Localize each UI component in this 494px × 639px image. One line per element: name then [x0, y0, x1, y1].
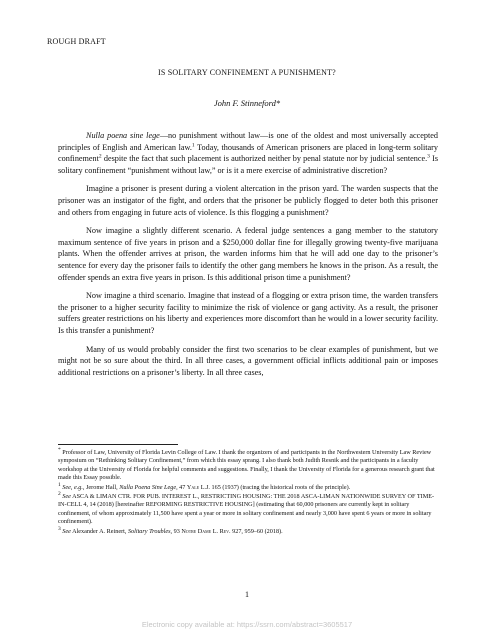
footnote-1 — [58, 481, 438, 492]
footnote-3-text-c: 927, 959–60 (2018). — [230, 527, 283, 535]
footnote-3 — [58, 525, 438, 536]
paragraph-1-text-c: despite the fact that such placement is authorized neither by penal statute nor by judicial sentence. — [101, 154, 428, 164]
footnote-1-title: Nulla Poena Sine Lege — [119, 483, 177, 491]
footnote-1-mark: 1 — [58, 481, 61, 488]
footnote-2 — [58, 490, 438, 527]
footnote-3-text-a: Alexander A. Reinert, — [70, 527, 128, 535]
page-number: 1 — [245, 590, 249, 599]
footnote-ref-3[interactable]: 3 — [427, 153, 430, 160]
author-line — [0, 98, 494, 108]
draft-label: ROUGH DRAFT — [47, 37, 106, 46]
footnote-2-signal: See — [62, 493, 71, 501]
footnote-star-mark: * — [58, 446, 61, 453]
paragraph-3: Now imagine a slightly different scenario. A federal judge sentences a gang member to the statutory maximum sentence of five years in prison and a $250,000 dollar fine for illegally growing twenty-five marijuana plants. When the offender arrives at prison, the warden informs him that he will add one day to the prisoner’s sentence for every day the prisoner fails to identify the other gang members he knows in the prison. As a result, the offender spends an extra five years in prison. Is this additional prison time a punishment? — [58, 226, 438, 282]
ssrn-watermark[interactable]: Electronic copy available at: https://ssrn.com/abstract=3605517 — [141, 620, 353, 629]
paragraph-2: Imagine a prisoner is present during a violent altercation in the prison yard. The warden suspects that the prisoner was an instigator of the fight, and orders that the prisoner be publicly flogged to deter both this prisoner and others from engaging in future acts of violence. Is this flogging a punishment? — [58, 184, 438, 217]
author-name: John F. Stinneford — [213, 98, 276, 108]
footnote-divider — [58, 444, 178, 445]
author-footnote-mark: * — [275, 98, 281, 108]
footnotes — [58, 446, 438, 537]
footnote-star — [58, 446, 438, 483]
footnote-1-text-b: , 47 — [176, 483, 187, 491]
footnote-3-mark: 3 — [58, 525, 61, 532]
footnote-1-text-a: , Jerome Hall, — [82, 483, 120, 491]
footnote-3-text-b: , 93 — [170, 527, 182, 535]
paragraph-1-text-a: —no punishment without law—is one of the oldest and most universally accepted principles of English and American law. — [58, 131, 438, 152]
footnote-ref-1[interactable]: 1 — [191, 141, 195, 148]
footnote-2-text: ASCA & LIMAN CTR. FOR PUB. INTEREST L., RESTRICTING HOUSING: THE 2018 ASCA-LIMAN NATIONWIDE SURVEY OF TIME-IN-CELL 4, 14 (2018) [hereinafter REFORMING RESTRICTIVE HOUSING] (estimating that 60,000 prisoners are currently kept in solitary confinement, of whom approximately 11,500 have spent a year or more in solitary confinement and nearly 3,000 have spent 6 years or more in solitary confinement). — [58, 493, 435, 526]
paragraph-1-text-b: Today, thousands of American prisoners are placed in long-term solitary confinement — [58, 142, 438, 164]
footnote-3-signal: See — [62, 527, 71, 535]
footnote-1-journal: Yale L.J. — [186, 483, 210, 491]
footnote-3-journal: Notre Dame L. Rev. — [181, 527, 231, 535]
latin-maxim: Nulla poena sine lege — [86, 131, 160, 140]
footnote-star-text: Professor of Law, University of Florida Levin College of Law. I thank the organizers of and participants in the Northwestern University Law Review symposium on “Rethinking Solitary Confinement,” from which this essay sprang. I also thank both Judith Resnik and the participants in a faculty workshop at the University of Florida for helpful comments and suggestions. Finally, I thank the University of Florida for a generous research grant that made this Essay possible. — [58, 449, 435, 482]
paragraph-4: Now imagine a third scenario. Imagine that instead of a flogging or extra prison time, the warden transfers the prisoner to a higher security facility to minimize the risk of violence or gang activity. As a result, the prisoner suffers greater restrictions on his liberty and experiences more discomfort than he would in a lower security facility. Is this transfer a punishment? — [58, 291, 438, 335]
body-text — [58, 130, 438, 385]
footnote-2-mark: 2 — [58, 490, 61, 497]
paper-title: IS SOLITARY CONFINEMENT A PUNISHMENT? — [158, 68, 336, 77]
paragraph-1 — [58, 130, 438, 176]
footnote-ref-2[interactable]: 2 — [98, 153, 102, 160]
footnote-1-signal: See, e.g. — [62, 483, 83, 491]
paragraph-5: Many of us would probably consider the first two scenarios to be clear examples of punishment, but we might not be so sure about the third. In all three cases, a government official inflicts additional pain or imposes additional restrictions on a prisoner’s liberty. In all three cases, — [58, 344, 438, 377]
footnote-3-title: Solitary Troubles — [127, 527, 171, 535]
paragraph-1-text-d: Is solitary confinement “punishment without law,” or is it a mere exercise of administrative discretion? — [58, 154, 439, 175]
footnote-1-text-c: 165 (1937) (tracing the historical roots of the principle). — [209, 483, 351, 491]
